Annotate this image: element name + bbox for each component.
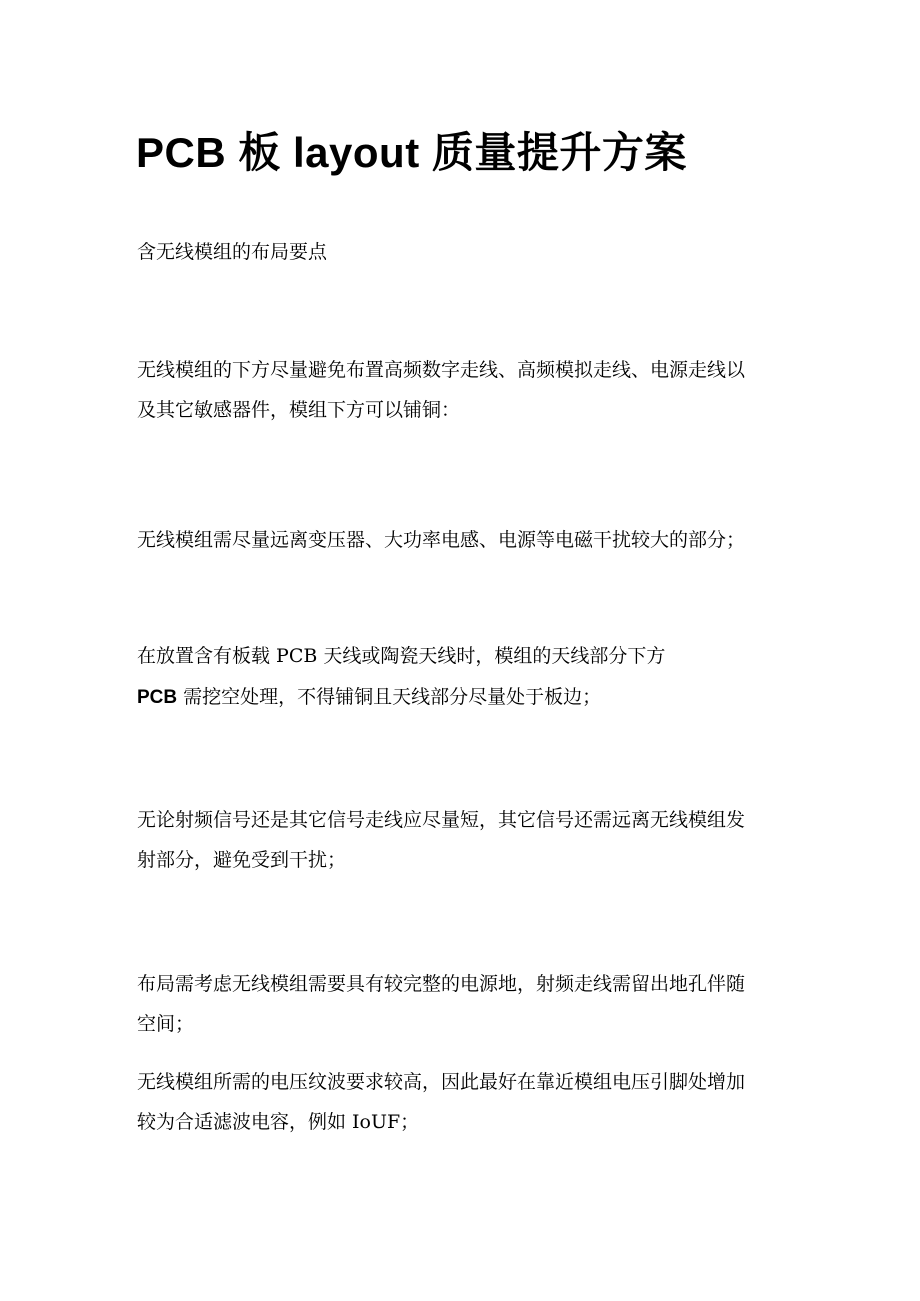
pcb-bold-prefix: PCB [137,687,178,708]
paragraph-line: 较为合适滤波电容，例如 IoUF； [137,1111,420,1133]
paragraph-2 [137,526,797,554]
paragraph-line: 无线模组需尽量远离变压器、大功率电感、电源等电磁干扰较大的部分； [137,529,746,551]
paragraph-3 [137,642,797,711]
paragraph-1 [137,356,797,424]
paragraph-line-rest: 需挖空处理，不得铺铜且天线部分尽量处于板边； [177,686,602,708]
paragraph-4 [137,806,797,874]
document-subtitle: 含无线模组的布局要点 [137,241,328,263]
paragraph-line: 在放置含有板载 PCB 天线或陶瓷天线时，模组的天线部分下方 [137,645,666,667]
paragraph-line: 无线模组的下方尽量避免布置高频数字走线、高频模拟走线、电源走线以 [137,359,746,381]
paragraph-line: 无论射频信号还是其它信号走线应尽量短，其它信号还需远离无线模组发 [137,809,746,831]
paragraph-6 [137,1068,797,1136]
paragraph-line: 布局需考虑无线模组需要具有较完整的电源地，射频走线需留出地孔伴随 [137,973,746,995]
paragraph-5 [137,970,797,1038]
document-title: PCB 板 layout 质量提升方案 [136,129,687,176]
paragraph-line-2 [137,683,797,711]
paragraph-line: 射部分，避免受到干扰； [137,849,347,871]
paragraph-line: 空间； [137,1013,195,1035]
paragraph-line: 及其它敏感器件，模组下方可以铺铜： [137,399,461,421]
paragraph-line: 无线模组所需的电压纹波要求较高，因此最好在靠近模组电压引脚处增加 [137,1071,746,1093]
